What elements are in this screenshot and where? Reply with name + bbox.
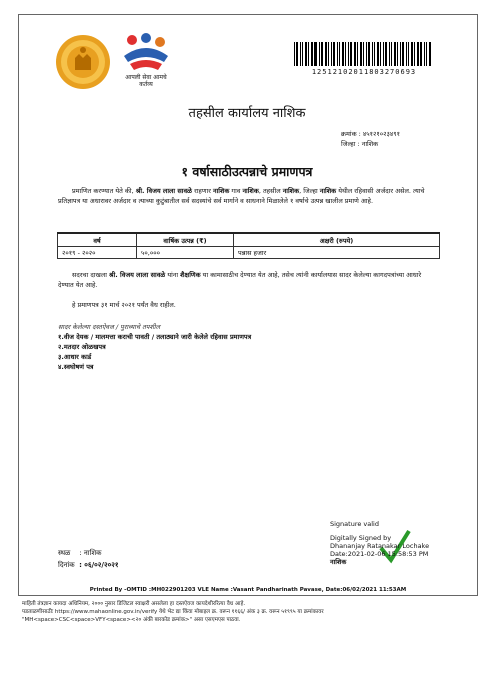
barcode-bar — [354, 42, 356, 66]
table-header-row — [58, 233, 440, 247]
barcode-bar — [417, 42, 419, 66]
reference-block — [341, 129, 400, 149]
documents-list — [58, 322, 251, 372]
barcode-bar — [420, 42, 422, 66]
barcode-bar — [414, 42, 415, 66]
barcode-bar — [337, 42, 338, 66]
barcode-bar — [411, 42, 413, 66]
barcode-bar — [321, 42, 323, 66]
barcode-bar — [363, 42, 364, 66]
barcode-bar — [294, 42, 295, 66]
purpose-paragraph: सदरचा दाखला श्री. विजय लाला सावळे यांना शैक्षणिक या कामासाठीच देण्यात येत आहे, तसेच त्यांनी कार्यालयास सादर केलेल्या कागदपत्रांच्या आधारे देण्यात येत आहे. — [58, 271, 422, 289]
table-row — [58, 247, 440, 259]
barcode-bar — [342, 42, 344, 66]
barcode-bar — [308, 42, 309, 66]
barcode-bar — [408, 42, 409, 66]
table-header: वर्ष — [58, 233, 137, 247]
barcode-bar — [391, 42, 392, 66]
barcode-bar — [402, 42, 404, 66]
barcode-bar — [383, 42, 384, 66]
barcode-bar — [339, 42, 340, 66]
date-label: दिनांक — [58, 561, 75, 569]
signer-name: Dhananjay Ratanakar Lochake — [330, 542, 430, 550]
logo-caption: आपली सेवा आमचे कर्तव्य — [125, 74, 167, 88]
barcode — [294, 42, 434, 66]
table-header: अक्षरी (रुपये) — [234, 233, 440, 247]
footer-line: माहिती तंत्रज्ञान कायदा अधिनियम, २००० नुसार डिजिटल स्वाक्षरी असलेला हा दस्तऐवज कायदेशीररित्या वैध आहे. — [22, 601, 246, 607]
barcode-bar — [348, 42, 349, 66]
barcode-bar — [350, 42, 352, 66]
table-cell: पन्नास हजार — [234, 247, 440, 259]
barcode-bar — [429, 42, 431, 66]
barcode-bar — [311, 42, 313, 66]
barcode-bar — [372, 42, 373, 66]
intro-paragraph: प्रमाणित करण्यात येते की, श्री. विजय लाला सावळे राहणार नाशिक गाव नाशिक, तहसील नाशिक, जिल्हा नाशिक येथील रहिवासी अर्जदार असेल. त्याचे प्रतिज्ञापत्र या अधारावर अर्जदार व त्याच्या कुटुंबातील सर्व सदस्यांचे सर्व मार्गाने व साधनाने मिळालेले १ वर्षाचे उत्पन्न खालील प्रमाणे आहे. — [58, 187, 425, 205]
barcode-bar — [314, 42, 317, 66]
digital-signature-block — [330, 520, 429, 566]
place-value: : नाशिक — [79, 549, 102, 557]
date-value: : ०६/०२/२०२१ — [79, 561, 119, 569]
footer-line: पडताळणीसाठीः https://www.mahaonline.gov.in/verify येथे भेट द्या किंवा मोबाइल क्र. वरून ११६६/ अंक ३ क्र. वरून ५१९९५ या क्रमांकावर — [22, 609, 324, 615]
barcode-bar — [377, 42, 379, 66]
place-date-block — [58, 547, 119, 571]
barcode-bar — [319, 42, 320, 66]
barcode-bar — [328, 42, 329, 66]
district-label: जिल्हा : नाशिक — [341, 140, 379, 148]
list-item: २.मतदार ओळखपत्र — [58, 343, 106, 351]
table-cell: २०१९ - २०२० — [58, 247, 137, 259]
certificate-title: १ वर्षासाठीउत्पन्नाचे प्रमाणपत्र — [181, 164, 313, 179]
barcode-bar — [345, 42, 346, 66]
barcode-bar — [389, 42, 390, 66]
barcode-bar — [368, 42, 370, 66]
barcode-bar — [426, 42, 427, 66]
office-name: तहसील कार्यालय नाशिक — [188, 106, 306, 121]
barcode-bar — [333, 42, 335, 66]
barcode-bar — [406, 42, 407, 66]
barcode-number: 12512102011803270693 — [311, 68, 417, 76]
barcode-bar — [331, 42, 332, 66]
barcode-bar — [424, 42, 425, 66]
barcode-bar — [357, 42, 358, 66]
barcode-bar — [305, 42, 307, 66]
barcode-bar — [325, 42, 327, 66]
barcode-bar — [385, 42, 387, 66]
barcode-bar — [380, 42, 381, 66]
list-item: ४.स्वघोषणं पत्र — [58, 363, 94, 371]
barcode-bar — [397, 42, 398, 66]
list-item: १.वीज देयक / मालमत्ता कराची पावती / तलाठ्याने जारी केलेले रहिवास प्रमाणपत्र — [58, 333, 252, 341]
footer-note — [22, 600, 478, 624]
documents-lead: सादर केलेल्या दस्तऐवज / पुराव्याचे तपशील — [58, 323, 160, 331]
list-item: ३.आधार कार्ड — [58, 353, 92, 361]
reference-number: क्रमांक : ४५१२१०२३४९१ — [341, 130, 401, 138]
income-table — [57, 232, 440, 259]
signature-valid: Signature valid — [330, 520, 379, 528]
barcode-bar — [360, 42, 362, 66]
signature-line: Digitally Signed by — [330, 534, 392, 542]
signature-date: Date:2021-02-06 15:58:53 PM — [330, 550, 429, 558]
validity-text: हे प्रमाणपत्र ३१ मार्च २०२१ पर्यंत वैध राहील. — [72, 301, 176, 309]
printed-by: Printed By -OMTID :MH022901203 VLE Name :Vasant Pandharinath Pavase, Date:06/02/2021 11:53AM — [89, 587, 407, 593]
table-header: वार्षिक उत्पन्न (₹) — [137, 233, 234, 247]
barcode-bar — [394, 42, 396, 66]
barcode-bar — [400, 42, 401, 66]
barcode-bar — [366, 42, 367, 66]
signature-place: नाशिक — [330, 558, 347, 566]
government-seal-icon — [55, 34, 111, 90]
barcode-bar — [302, 42, 303, 66]
footer-line: "MH<space>CSC<space>VFY<space><२० अंकी बारकोड क्रमांक>" असा एसएमएस पाठवा. — [22, 617, 241, 623]
place-label: स्थळ — [58, 549, 71, 557]
barcode-bar — [374, 42, 375, 66]
barcode-bar — [300, 42, 301, 66]
table-cell: ५०,००० — [137, 247, 234, 259]
barcode-bar — [296, 42, 298, 66]
